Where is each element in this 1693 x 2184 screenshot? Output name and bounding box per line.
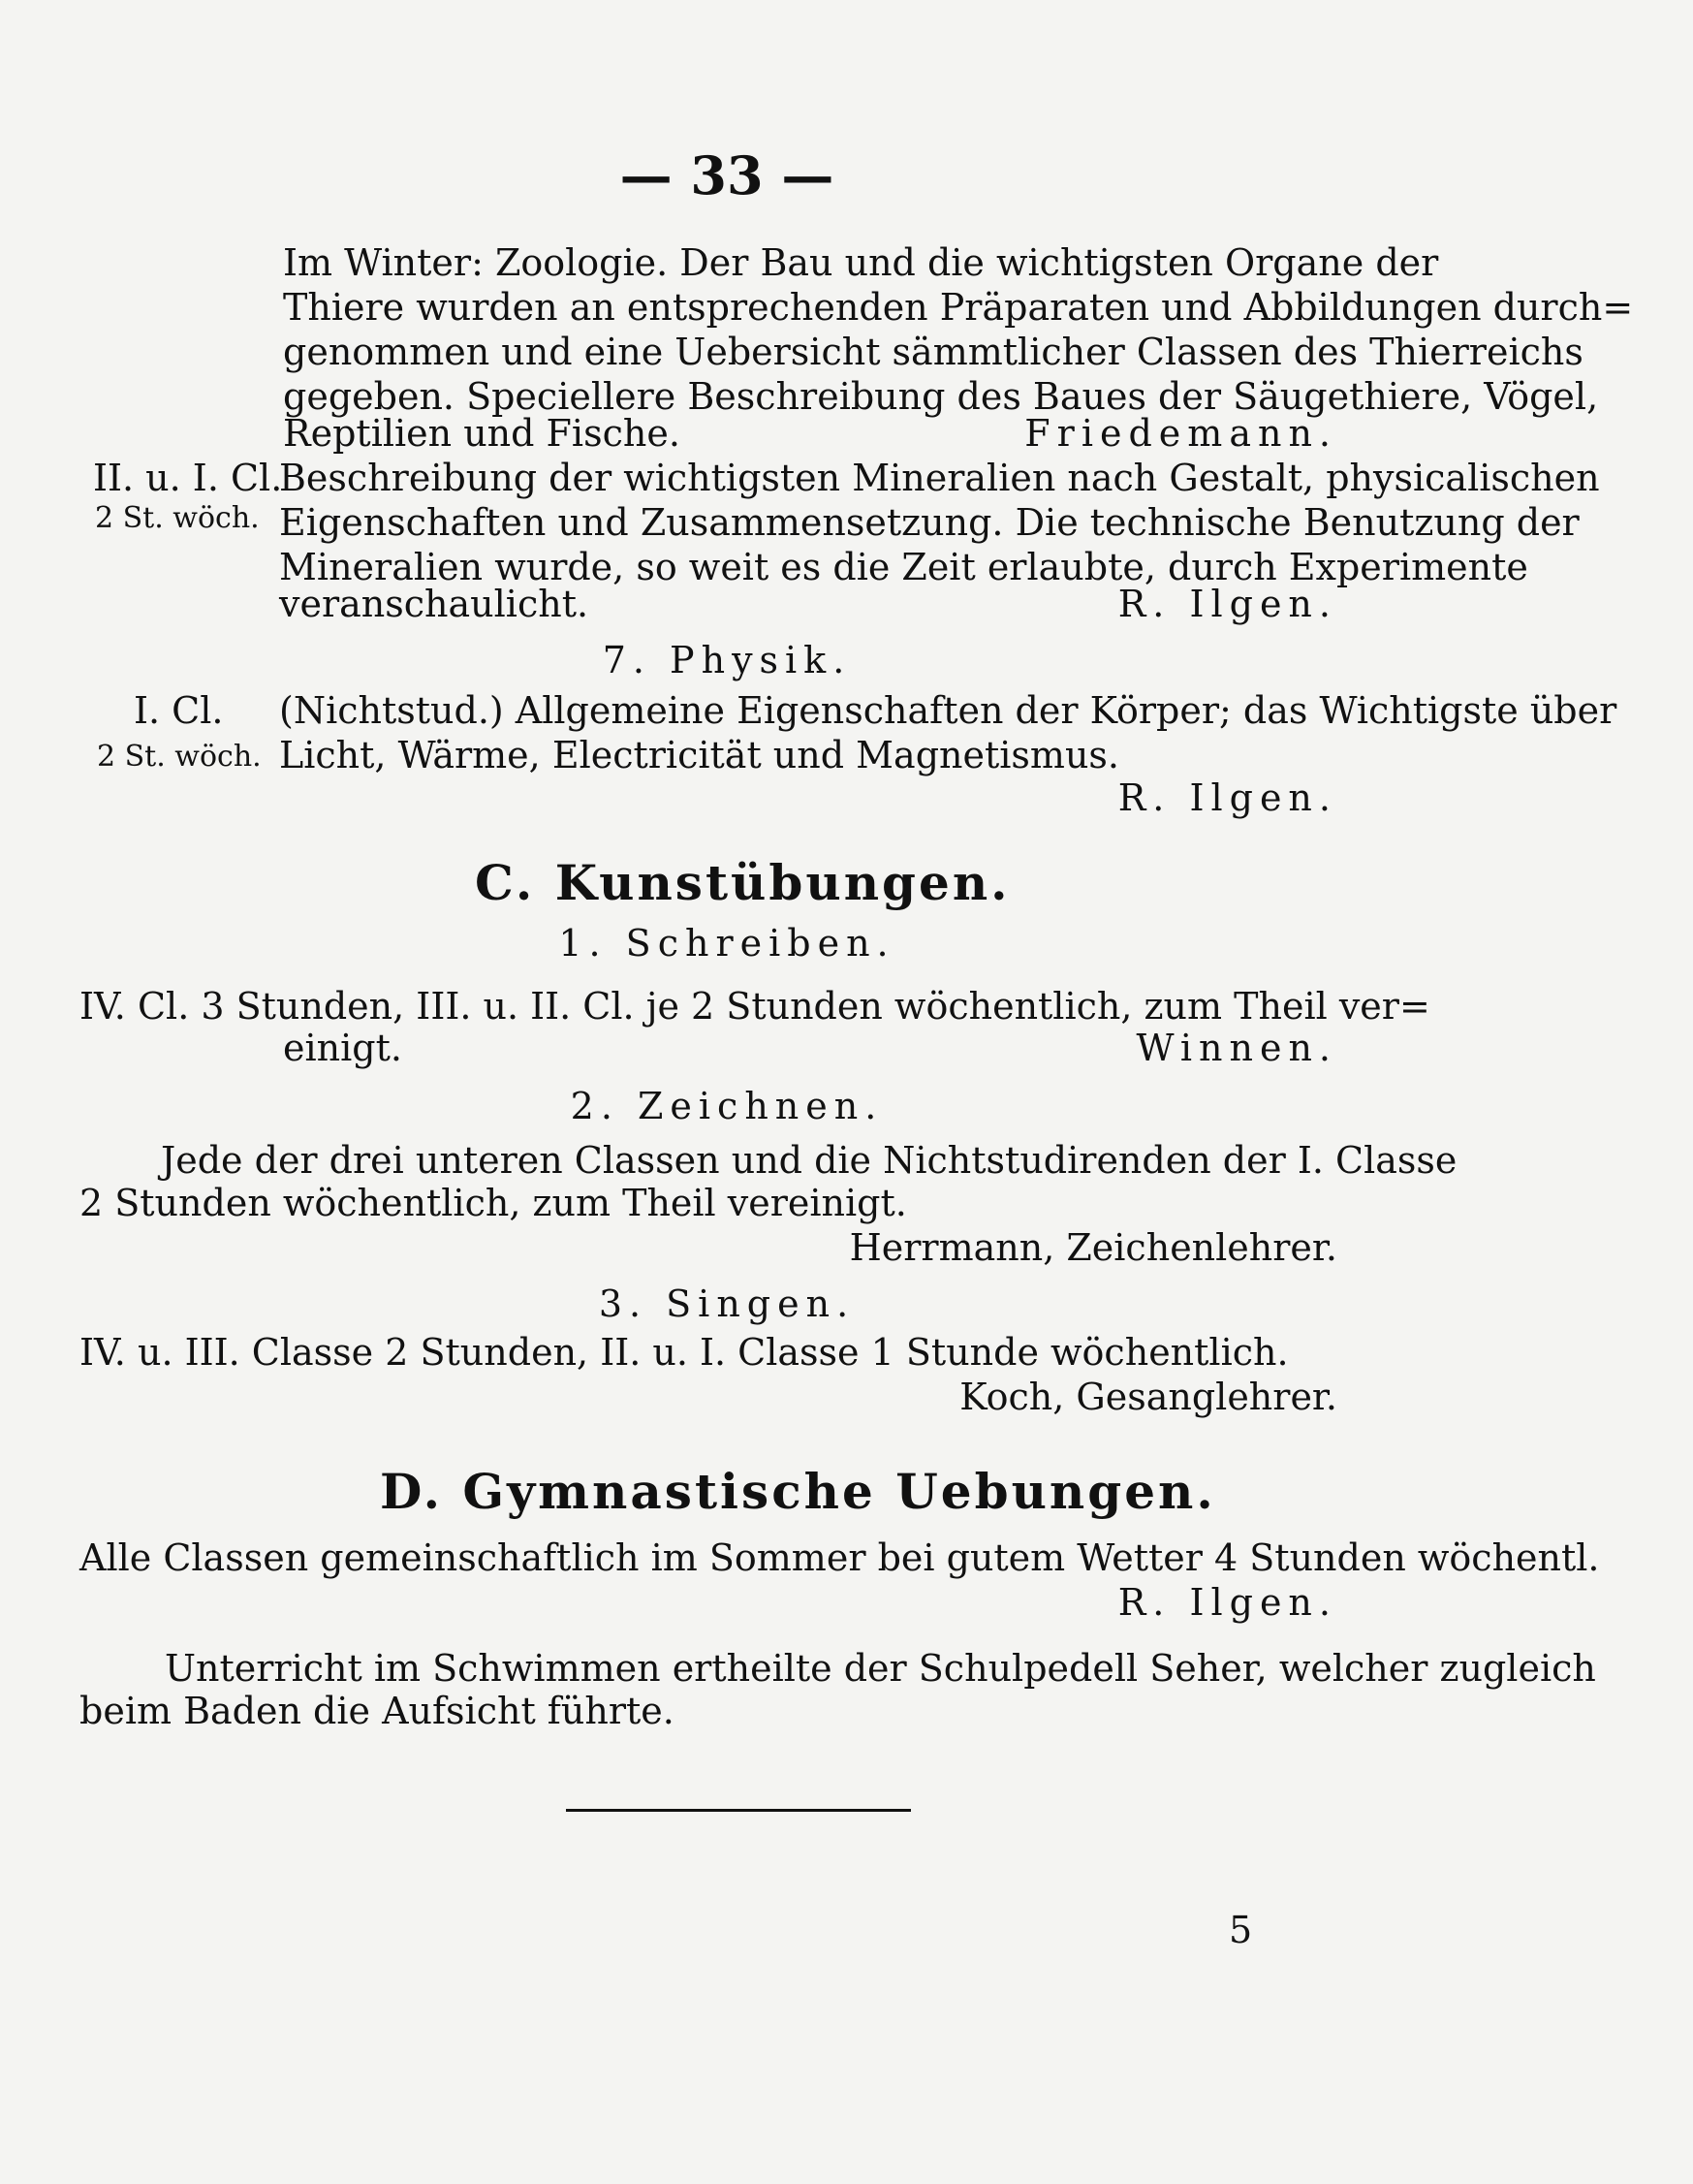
zoologie-line-5: Reptilien und Fische. [283, 412, 680, 455]
closing-rule [566, 1809, 911, 1812]
singen-heading: 3. Singen. [598, 1282, 856, 1325]
mineralogie-class-label: II. u. I. Cl. [93, 457, 283, 499]
schreiben-line-2: einigt. [283, 1027, 402, 1069]
gymnastik-heading: D. Gymnastische Uebungen. [380, 1463, 1216, 1520]
physik-heading: 7. Physik. [602, 639, 852, 681]
mineralogie-line-2: Eigenschaften und Zusammensetzung. Die technische Benutzung der [279, 501, 1580, 544]
schreiben-teacher: Winnen. [1136, 1027, 1337, 1069]
page-number: — 33 — [619, 144, 834, 206]
zeichnen-line-1: Jede der drei unteren Classen und die Nichtstudirenden der I. Classe [161, 1139, 1458, 1182]
zoologie-line-2: Thiere wurden an entsprechenden Präparaten und Abbildungen durch= [283, 286, 1634, 329]
physik-teacher: R. Ilgen. [1117, 776, 1337, 819]
mineralogie-hours-label: 2 St. wöch. [95, 501, 260, 535]
zeichnen-heading: 2. Zeichnen. [570, 1085, 884, 1127]
zoologie-teacher: Friedemann. [1024, 412, 1337, 455]
physik-line-1: (Nichtstud.) Allgemeine Eigenschaften der Körper; das Wichtigste über [279, 689, 1617, 732]
signature-mark: 5 [1229, 1909, 1253, 1951]
physik-line-2: Licht, Wärme, Electricität und Magnetismus. [279, 734, 1120, 776]
mineralogie-teacher: R. Ilgen. [1117, 583, 1337, 625]
physik-hours-label: 2 St. wöch. [97, 740, 262, 774]
zoologie-line-3: genommen und eine Uebersicht sämmtlicher Classen des Thierreichs [283, 331, 1583, 373]
schreiben-heading: 1. Schreiben. [558, 922, 895, 965]
physik-class-label: I. Cl. [134, 689, 224, 732]
gymnastik-teacher: R. Ilgen. [1117, 1581, 1337, 1624]
zoologie-line-1: Im Winter: Zoologie. Der Bau und die wichtigsten Organe der [283, 241, 1439, 284]
gymnastik-line-1: Alle Classen gemeinschaftlich im Sommer bei gutem Wetter 4 Stunden wöchentl. [79, 1536, 1600, 1579]
mineralogie-line-4: veranschaulicht. [279, 583, 589, 625]
schreiben-line-1: IV. Cl. 3 Stunden, III. u. II. Cl. je 2 Stunden wöchentlich, zum Theil ver= [79, 985, 1430, 1028]
schwimmen-line-2: beim Baden die Aufsicht führte. [79, 1690, 674, 1732]
mineralogie-line-1: Beschreibung der wichtigsten Mineralien nach Gestalt, physicalischen [279, 457, 1600, 499]
zeichnen-teacher: Herrmann, Zeichenlehrer. [849, 1226, 1337, 1269]
schwimmen-line-1: Unterricht im Schwimmen ertheilte der Schulpedell Seher, welcher zugleich [165, 1647, 1596, 1690]
mineralogie-line-3: Mineralien wurde, so weit es die Zeit erlaubte, durch Experimente [279, 546, 1528, 588]
singen-line-1: IV. u. III. Classe 2 Stunden, II. u. I. Classe 1 Stunde wöchentlich. [79, 1331, 1289, 1374]
zoologie-line-4: gegeben. Speciellere Beschreibung des Baues der Säugethiere, Vögel, [283, 375, 1599, 418]
singen-teacher: Koch, Gesanglehrer. [959, 1376, 1337, 1418]
zeichnen-line-2: 2 Stunden wöchentlich, zum Theil vereinigt. [79, 1182, 907, 1224]
kunstuebungen-heading: C. Kunstübungen. [475, 854, 1011, 911]
